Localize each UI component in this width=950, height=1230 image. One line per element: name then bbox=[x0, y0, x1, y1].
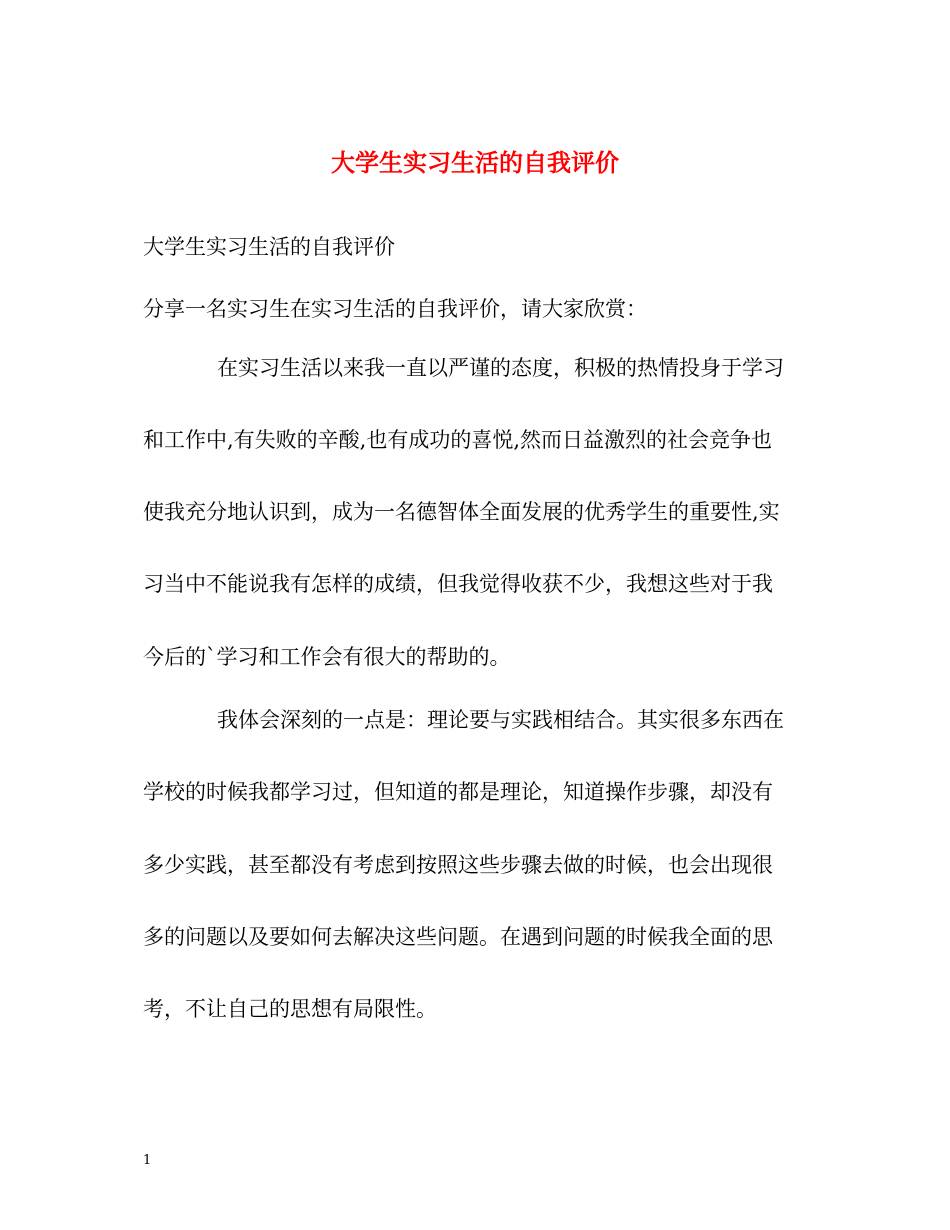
paragraph-line: 多的问题以及要如何去解决这些问题。在遇到问题的时候我全面的思 bbox=[143, 925, 773, 949]
paragraph-line: 考，不让自己的思想有局限性。 bbox=[143, 997, 437, 1021]
paragraph-line: 和工作中,有失败的辛酸,也有成功的喜悦,然而日益激烈的社会竞争也 bbox=[143, 428, 773, 452]
paragraph-line: 我体会深刻的一点是：理论要与实践相结合。其实很多东西在 bbox=[217, 708, 784, 732]
paragraph-line: 使我充分地认识到，成为一名德智体全面发展的优秀学生的重要性,实 bbox=[143, 500, 780, 524]
page-number: 1 bbox=[143, 1153, 152, 1168]
paragraph-line: 今后的`学习和工作会有很大的帮助的。 bbox=[143, 645, 511, 669]
paragraph-line: 在实习生活以来我一直以严谨的态度，积极的热情投身于学习 bbox=[217, 356, 784, 380]
document-title: 大学生实习生活的自我评价 bbox=[331, 148, 619, 177]
subtitle: 大学生实习生活的自我评价 bbox=[143, 235, 395, 259]
paragraph-line: 习当中不能说我有怎样的成绩，但我觉得收获不少，我想这些对于我 bbox=[143, 572, 773, 596]
intro-line: 分享一名实习生在实习生活的自我评价，请大家欣赏： bbox=[143, 297, 647, 321]
paragraph-line: 学校的时候我都学习过，但知道的都是理论，知道操作步骤，却没有 bbox=[143, 780, 773, 804]
paragraph-line: 多少实践，甚至都没有考虑到按照这些步骤去做的时候，也会出现很 bbox=[143, 853, 773, 877]
